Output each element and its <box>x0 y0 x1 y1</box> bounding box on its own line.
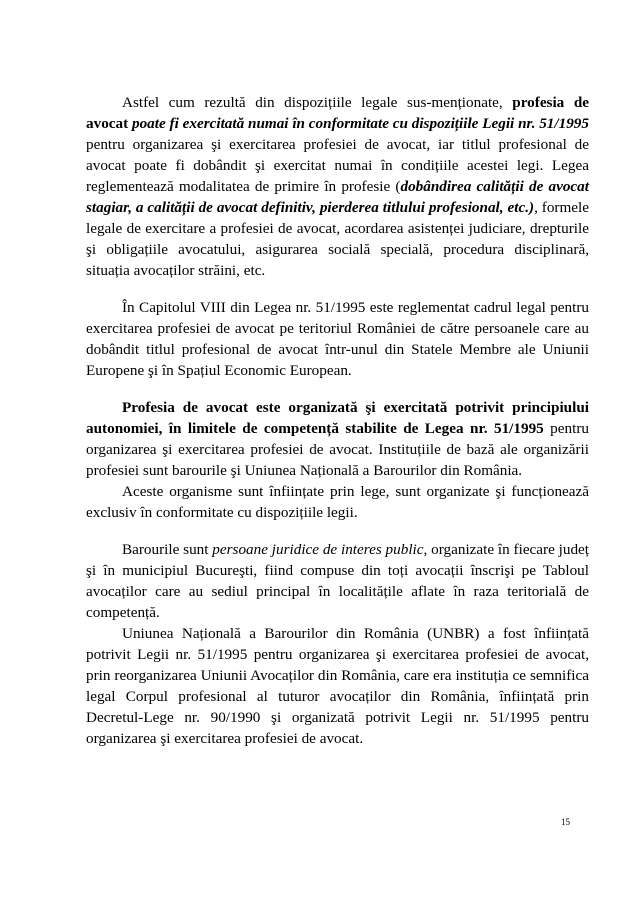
document-page <box>86 92 589 749</box>
paragraph-6: Uniunea Națională a Barourilor din România (UNBR) a fost înființată potrivit Legii nr. 51/1995 pentru organizarea şi exercitarea profesiei de avocat, prin reorganizarea Uniunii Avocaților din România, care era instituția ce semnifica legal Corpul profesional al tuturor avocaților din România, înființată prin Decretul-Lege nr. 90/1990 şi organizată potrivit Legii nr. 51/1995 pentru organizarea şi exercitarea profesiei de avocat. <box>86 625 589 747</box>
paragraph-4: Aceste organisme sunt înființate prin lege, sunt organizate şi funcționează exclusiv în conformitate cu dispozițiile legii. <box>86 483 589 521</box>
text-run: , organizate în fiecare județ şi în municipiul Bucureşti, fiind compuse din toți avocații înscrişi pe Tabloul avocaților care au sediul principal în localitățile aflate în raza teritorială de competență. <box>86 541 590 621</box>
paragraph-3 <box>86 397 589 481</box>
bold-italic-text: poate fi exercitată numai în conformitate cu dispozițiile Legii nr. 51/1995 <box>131 115 589 132</box>
text-run: pentru organizarea şi exercitarea profesiei de avocat, iar titlul profesional de avocat poate fi dobândit şi exercitat numai în condițiile acestei legi. Legea reglementează modalitatea de primire în profesie ( <box>86 136 589 195</box>
text-run: Astfel cum rezultă din dispozițiile legale sus-menționate, <box>122 94 513 111</box>
paragraph-1 <box>86 92 589 281</box>
paragraph-2: În Capitolul VIII din Legea nr. 51/1995 este reglementat cadrul legal pentru exercitarea profesiei de avocat pe teritoriul României de către persoanele care au dobândit titlul profesional de avocat într-unul din Statele Membre ale Uniunii Europene şi în Spațiul Economic European. <box>86 299 589 379</box>
bold-text: Profesia de avocat este organizată şi exercitată potrivit principiului autonomiei, în limitele de competență stabilite de Legea nr. 51/1995 <box>86 399 589 437</box>
page-number: 15 <box>561 817 570 827</box>
bold-italic-text: dobândirea calității de avocat stagiar, a calității de avocat definitiv, pierderea titlului profesional, etc.) <box>86 178 589 216</box>
text-run: Barourile sunt <box>122 541 213 558</box>
paragraph-5 <box>86 539 589 623</box>
text-run: pentru organizarea şi exercitarea profesiei de avocat. Instituțiile de bază ale organizării profesiei sunt barourile şi Uniunea Națională a Barourilor din România. <box>86 420 589 479</box>
text-run: , formele legale de exercitare a profesiei de avocat, acordarea asistenței judiciare, drepturile şi obligațiile avocatului, asigurarea socială specială, procedura disciplinară, situația avocaților străini, etc. <box>86 199 589 279</box>
italic-text: persoane juridice de interes public <box>212 541 424 558</box>
bold-text: profesia de avocat <box>86 94 590 132</box>
